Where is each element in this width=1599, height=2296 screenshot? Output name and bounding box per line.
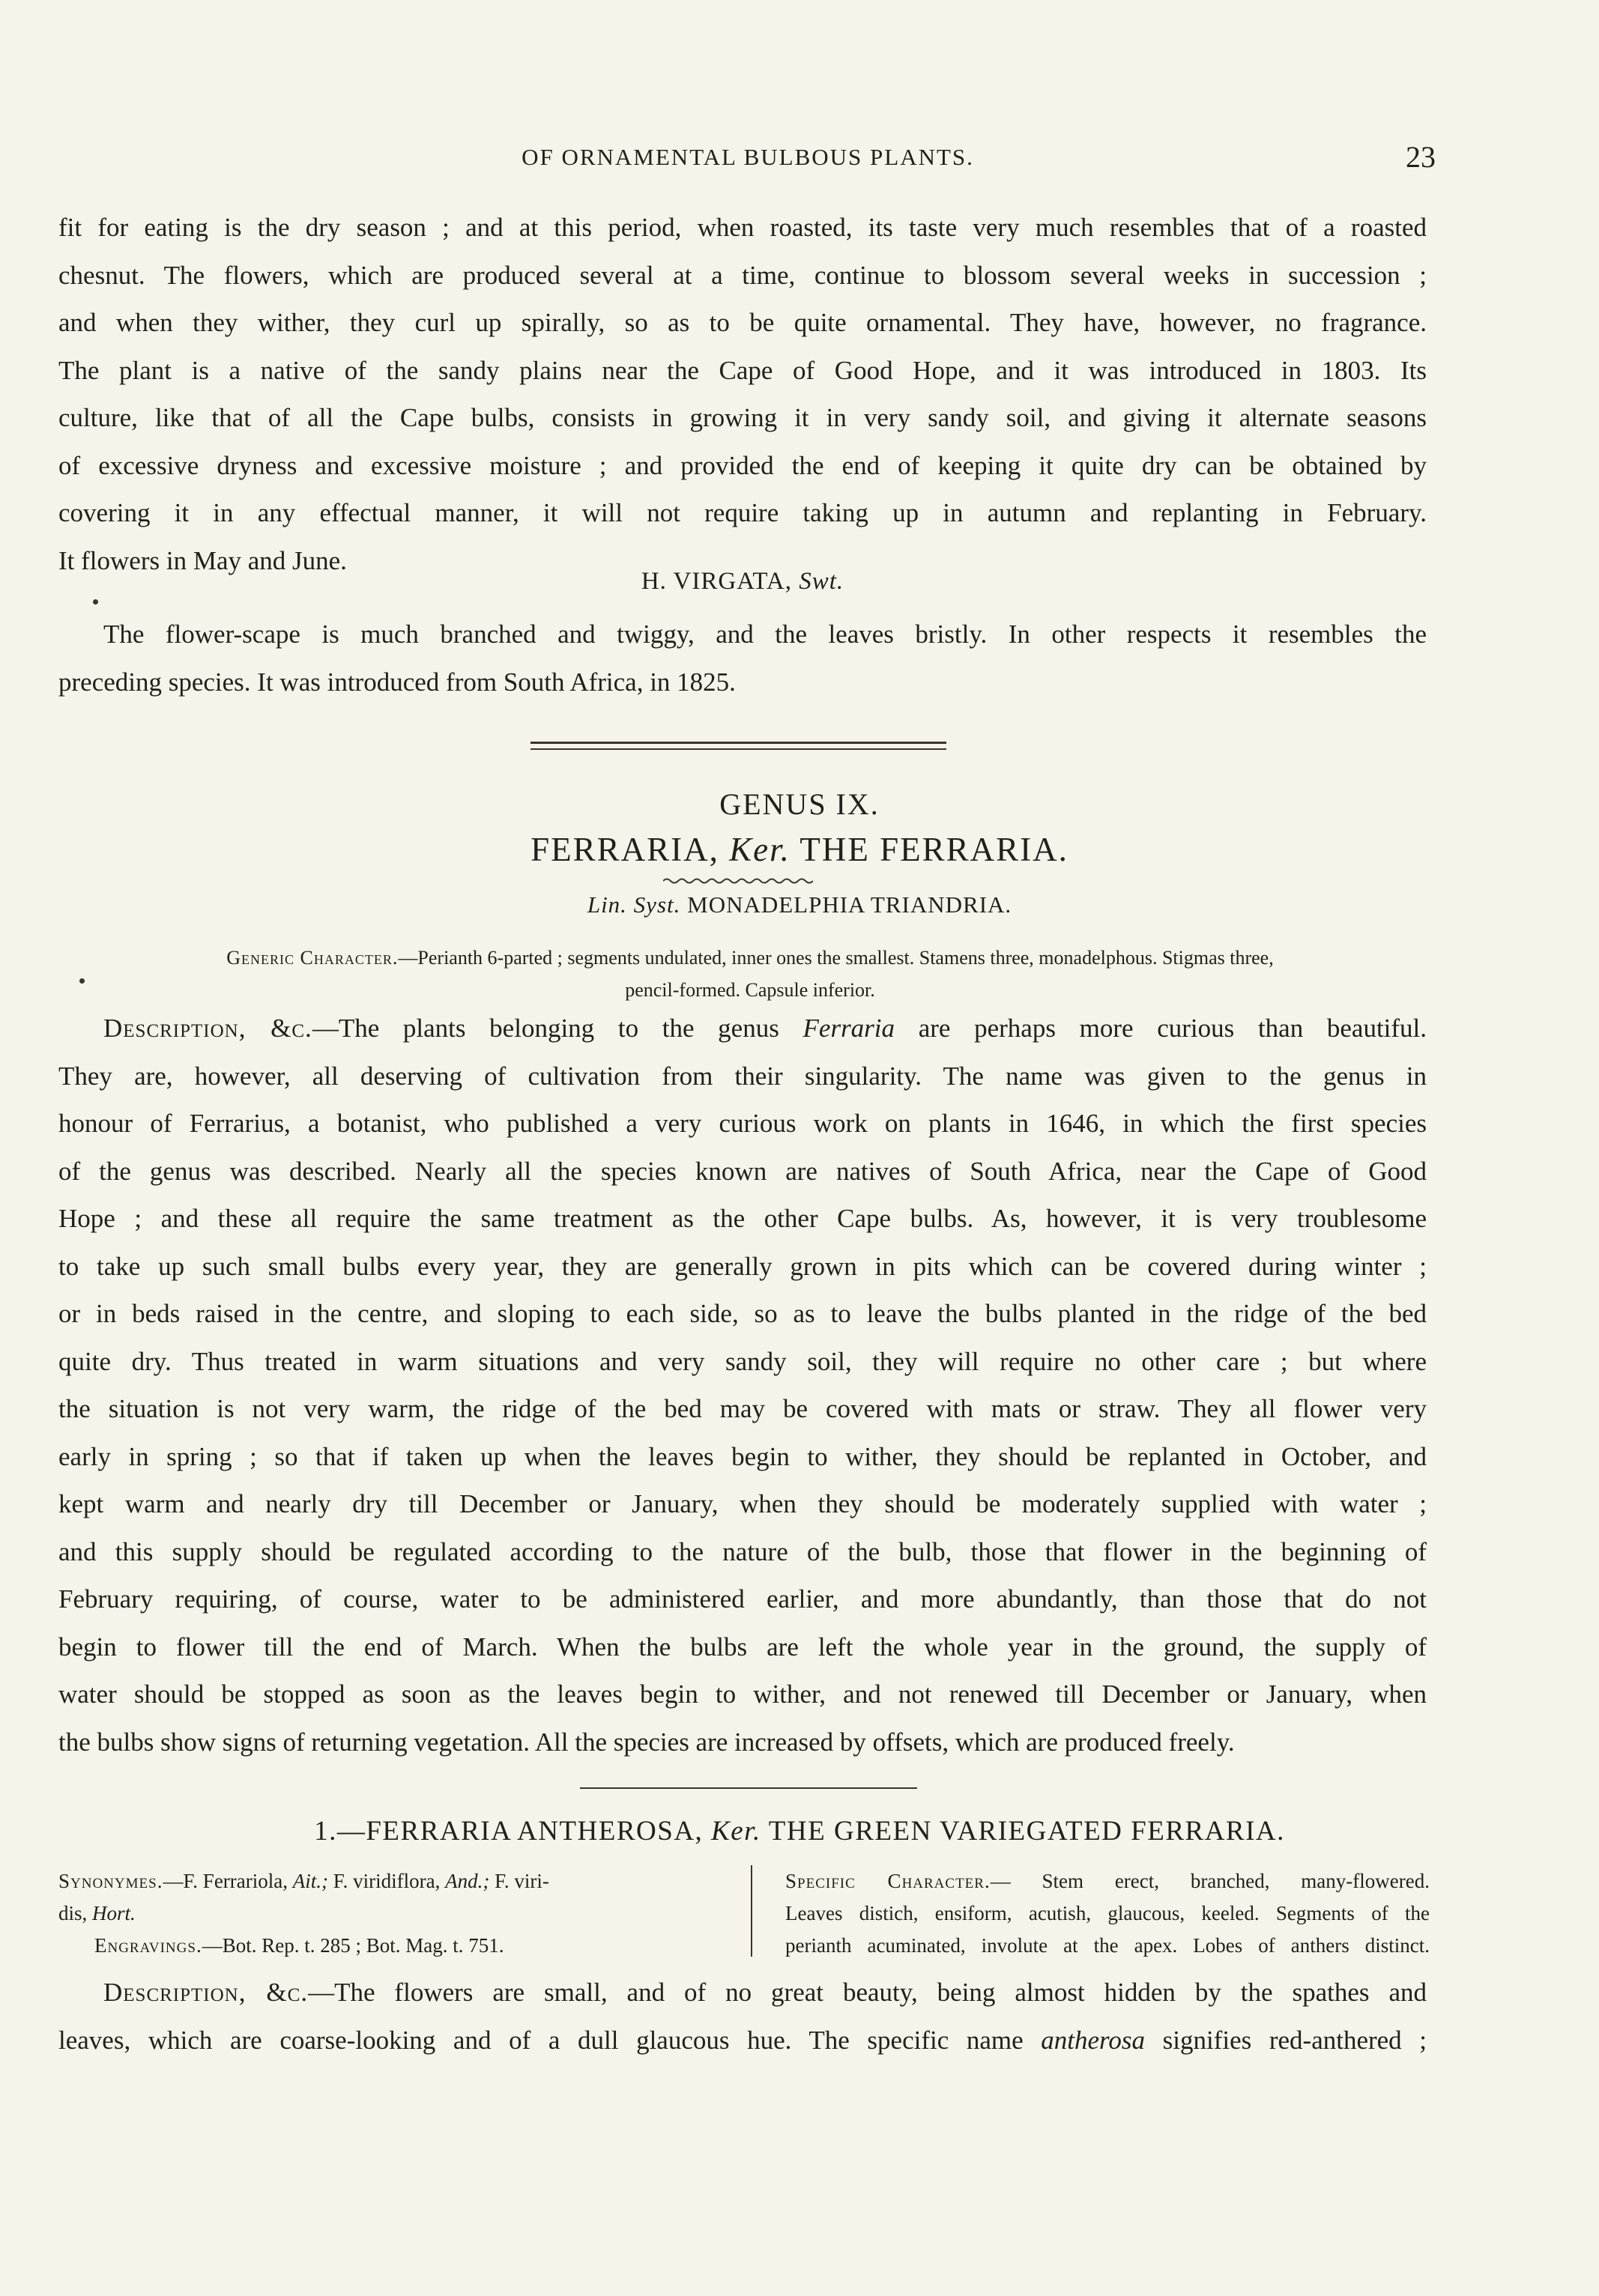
text-italic: antherosa [1041,2025,1145,2055]
synonyms-label: Synonymes. [58,1870,163,1892]
text-run: —The plants belonging to the genus [312,1014,779,1043]
text-line: of the genus was described. Nearly all the species known are natives of South Africa, near the Cape of Good [58,1156,1427,1186]
genus-italic: Ferraria [802,1014,895,1043]
text-line: Leaves distich, ensiform, acutish, glaucous, keeled. Segments of the [785,1902,1430,1924]
double-rule-bottom [531,748,946,750]
text-line: kept warm and nearly dry till December or January, when they should be moderately supplied with water ; [58,1489,1427,1518]
text-run: leaves, which are coarse-looking and of a dull glaucous hue. The specific name [58,2025,1024,2055]
species-heading [0,1815,1599,1847]
text-italic: And.; [445,1870,490,1892]
ink-speck [79,978,85,984]
ink-speck [93,599,98,605]
text-line [58,1005,1427,1052]
text-run: F. viri- [495,1870,549,1892]
text-line: the bulbs show signs of returning vegetation. All the species are increased by offsets, which are produced freely. [58,1727,1235,1757]
text-line: and this supply should be regulated according to the nature of the bulb, those that flower in the beginning of [58,1536,1427,1566]
text-line: water should be stopped as soon as the leaves begin to wither, and not renewed till December or January, when [58,1679,1427,1709]
text-line: culture, like that of all the Cape bulbs, consists in growing it in very sandy soil, and giving it alternate seasons [58,403,1427,432]
continuation-paragraph [58,204,1427,584]
text-line: of excessive dryness and excessive moisture ; and provided the end of keeping it quite dry can be obtained by [58,450,1427,480]
text-italic: Ait.; [292,1870,329,1892]
genus-name: FERRARIA, [531,831,719,868]
linn-prefix: Lin. Syst. [587,891,681,918]
text-run: are perhaps more curious than beautiful. [918,1014,1427,1043]
text-run: F. viridiflora, [333,1870,441,1892]
text-line: perianth acuminated, involute at the apex. Lobes of anthers distinct. [785,1934,1430,1957]
linn-class: MONADELPHIA TRIANDRIA. [687,891,1012,918]
virgata-heading [58,568,1427,596]
specific-character-column [785,1865,1430,1962]
text-line [58,2017,1427,2065]
text-run: dis, [58,1902,88,1924]
text-line [58,1969,1427,2017]
page-number: 23 [1406,140,1436,174]
species-description [58,1969,1427,2064]
species-name: H. VIRGATA, [641,568,792,595]
text-line: The plant is a native of the sandy plains near the Cape of Good Hope, and it was introduced in 1803. Its [58,355,1427,385]
engravings-label: Engravings. [94,1934,202,1957]
running-head: OF ORNAMENTAL BULBOUS PLANTS. [522,144,974,170]
wavy-ornament [663,876,813,886]
text-run: — Stem erect, branched, many-flowered. [990,1870,1430,1892]
text-line: honour of Ferrarius, a botanist, who published a very curious work on plants in 1646, in which the first species [58,1109,1427,1138]
text-run: signifies red-anthered ; [1162,2025,1427,2055]
genus-author: Ker. [729,831,791,868]
text-line: fit for eating is the dry season ; and at this period, when roasted, its taste very much resembles that of a roasted [58,213,1427,242]
generic-text-2: pencil-formed. Capsule inferior. [625,979,875,1001]
section-rule [580,1787,917,1789]
text-run: —F. Ferrariola, [163,1870,288,1892]
text-line: or in beds raised in the centre, and sloping to each side, so as to leave the bulbs planted in the ridge of the bed [58,1299,1427,1328]
text-italic: Hort. [92,1902,136,1924]
text-line: preceding species. It was introduced from South Africa, in 1825. [58,667,736,697]
genus-common-name: THE FERRARIA. [800,831,1068,868]
text-line: the situation is not very warm, the ridge of the bed may be covered with mats or straw. They all flower very [58,1394,1427,1423]
synonyms-column [58,1865,729,1962]
text-line: It flowers in May and June. [58,545,347,575]
text-line: chesnut. The flowers, which are produced several at a time, continue to blossom several weeks in succession ; [58,260,1427,290]
text-line: and when they wither, they curl up spirally, so as to be quite ornamental. They have, however, no fragrance. [58,308,1427,337]
text-line: Hope ; and these all require the same treatment as the other Cape bulbs. As, however, it is very troublesome [58,1204,1427,1233]
species-author: Ker. [711,1816,761,1847]
generic-text: —Perianth 6-parted ; segments undulated, inner ones the smallest. Stamens three, monadelphous. Stigmas three, [398,947,1274,969]
virgata-paragraph [58,611,1427,706]
species-common-name: THE GREEN VARIEGATED FERRARIA. [768,1816,1285,1847]
linnaean-system [0,891,1599,918]
generic-label: Generic Character. [226,947,399,969]
text-line: They are, however, all deserving of cultivation from their singularity. The name was given to the genus in [58,1061,1427,1091]
genus-description [58,1005,1427,1766]
text-line: begin to flower till the end of March. When the bulbs are left the whole year in the ground, the supply of [58,1632,1427,1662]
text-line: The flower-scape is much branched and twiggy, and the leaves bristly. In other respects it resembles the [103,620,1427,649]
specific-label: Specific Character. [785,1870,991,1892]
species-name: —FERRARIA ANTHEROSA, [336,1816,704,1847]
species-number: 1. [314,1816,337,1847]
genus-title [0,830,1599,869]
text-line: early in spring ; so that if taken up when the leaves begin to wither, they should be replanted in October, and [58,1441,1427,1471]
text-line: February requiring, of course, water to be administered earlier, and more abundantly, than those that do not [58,1584,1427,1614]
text-line: covering it in any effectual manner, it will not require taking up in autumn and replanting in February. [58,498,1427,527]
generic-character [90,942,1410,1006]
column-divider [751,1865,752,1957]
text-run: —Bot. Rep. t. 285 ; Bot. Mag. t. 751. [202,1934,504,1957]
description-label: Description, &c. [103,1978,309,2007]
double-rule-top [531,742,946,744]
text-line: to take up such small bulbs every year, they are generally grown in pits which can be covered during winter ; [58,1251,1427,1281]
species-author: Swt. [799,568,844,595]
genus-label: GENUS IX. [719,787,880,821]
text-run: —The flowers are small, and of no great beauty, being almost hidden by the spathes and [308,1978,1427,2007]
description-label: Description, &c. [103,1014,312,1043]
text-line: quite dry. Thus treated in warm situations and very sandy soil, they will require no other care ; but where [58,1346,1427,1376]
